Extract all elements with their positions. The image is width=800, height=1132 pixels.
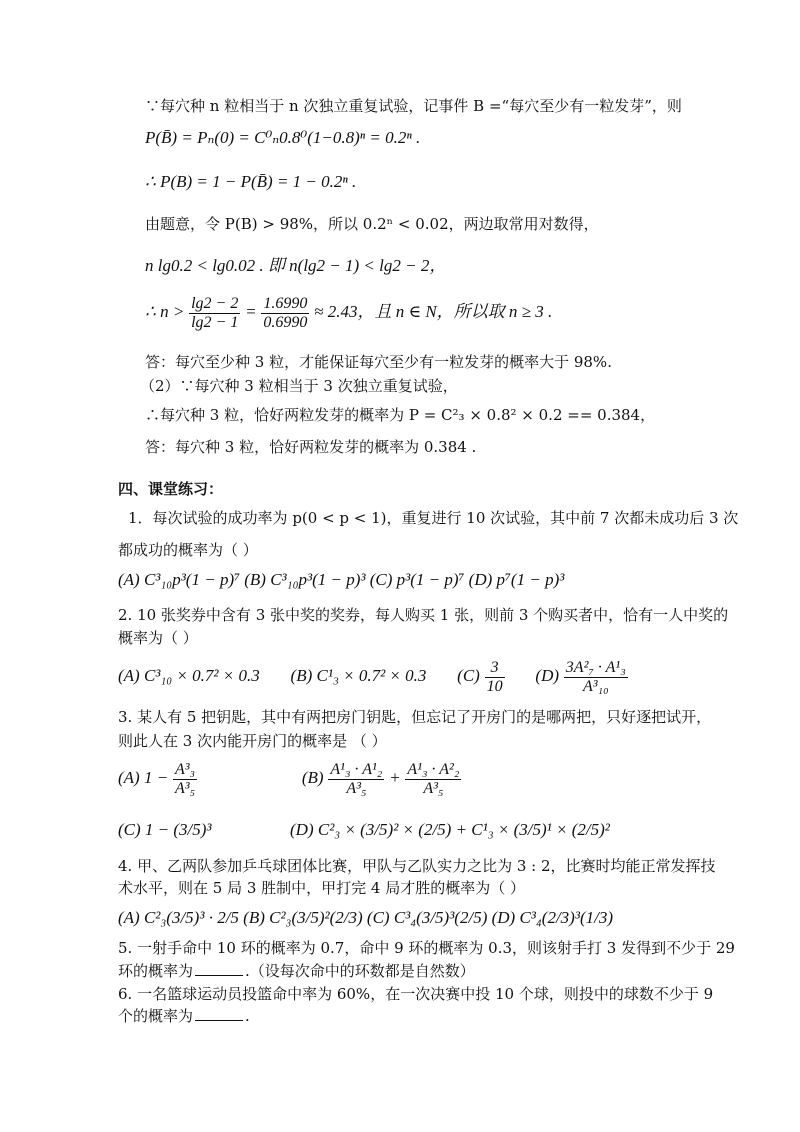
q6-line-2: [118, 1006, 250, 1026]
fraction-numerator: 3A²₇ · A¹₃: [565, 658, 626, 676]
q3-line-2: 则此人在 3 次内能开房门的概率是 （ ）: [118, 732, 387, 750]
q2-line-1: 2. 10 张奖券中含有 3 张中奖的奖券，每人购买 1 张，则前 3 个购买者中，恰有一人中奖的: [118, 606, 729, 624]
q2-option-c-fraction: [485, 659, 505, 696]
fraction-denominator: 10: [486, 677, 503, 695]
fraction-numerator: A³₃: [174, 760, 196, 778]
solution-line-1: ∵每穴种 n 粒相当于 n 次独立重复试验，记事件 B =“每穴至少有一粒发芽”，则: [145, 97, 682, 115]
q3-option-d: (D) C²₃ × (3/5)² × (2/5) + C¹₃ × (3/5)¹ × (2/5)²: [290, 820, 610, 839]
q6-line-1: 6. 一名篮球运动员投篮命中率为 60%，在一次决赛中投 10 个球，则投中的球数不少于 9: [118, 985, 714, 1003]
q1-line-1: 1．每次试验的成功率为 p(0 < p < 1)，重复进行 10 次试验，其中前 7 次都未成功后 3 次: [128, 509, 739, 527]
q2-line-2: 概率为（ ）: [118, 629, 198, 647]
q4-line-2: 术水平，则在 5 局 3 胜制中，甲打完 4 局才胜的概率为（ ）: [118, 879, 526, 897]
q5-line-2-post: .（设每次命中的环数都是自然数）: [245, 962, 475, 980]
fraction-denominator: 0.6990: [263, 313, 308, 331]
fraction-lg: [189, 295, 240, 332]
answer-blank[interactable]: [195, 1020, 243, 1021]
fraction-numerator: A¹₃ · A²₂: [407, 760, 460, 778]
q1-options: (A) C³₁₀p³(1 − p)⁷ (B) C³₁₀p³(1 − p)³ (C) p³(1 − p)⁷ (D) p⁷(1 − p)³: [118, 570, 565, 589]
q3-option-b-fraction-2: [405, 761, 461, 798]
section-title: 四、课堂练习：: [118, 480, 224, 498]
fraction-denominator: A³₅: [346, 779, 367, 797]
q4-line-1: 4. 甲、乙两队参加乒乓球团体比赛，甲队与乙队实力之比为 3 : 2，比赛时均能正常发挥技: [118, 857, 716, 875]
line6-suffix: ≈ 2.43，且 n ∈ N，所以取 n ≥ 3 .: [314, 302, 553, 321]
q2-option-b: (B) C¹₃ × 0.7² × 0.3: [290, 666, 427, 685]
part-2-line-2: ∴每穴种 3 粒，恰好两粒发芽的概率为 P = C²₃ × 0.8² × 0.2 == 0.384，: [145, 406, 656, 424]
q3-option-b-fraction-1: [328, 761, 384, 798]
q2-option-d-fraction: [564, 659, 628, 696]
q1-line-2: 都成功的概率为（ ）: [118, 541, 258, 559]
q6-line-2-post: .: [245, 1007, 250, 1025]
fraction-numerator: 1.6990: [263, 294, 308, 312]
fraction-numerator: lg2 − 2: [191, 294, 239, 312]
q6-line-2-pre: 个的概率为: [118, 1007, 194, 1025]
plus-sign: +: [389, 768, 401, 787]
equals-sign: =: [245, 302, 257, 321]
q5-line-2: [118, 961, 475, 981]
answer-blank[interactable]: [195, 975, 243, 976]
fraction-numerator: A¹₃ · A¹₂: [330, 760, 383, 778]
q2-option-d-label: (D): [535, 666, 560, 685]
solution-line-3: ∴ P(B) = 1 − P(B̄) = 1 − 0.2ⁿ .: [145, 172, 357, 191]
solution-line-6: [145, 292, 552, 332]
q3-option-a-fraction: [173, 761, 197, 798]
q3-options-ab: [118, 758, 461, 798]
solution-line-4: 由题意，令 P(B) > 98%，所以 0.2ⁿ < 0.02，两边取常用对数得，: [145, 215, 599, 233]
fraction-denominator: A³₅: [174, 779, 196, 797]
solution-line-2: P(B̄) = Pₙ(0) = C⁰ₙ0.8⁰(1−0.8)ⁿ = 0.2ⁿ .: [145, 128, 421, 147]
solution-line-5: n lg0.2 < lg0.02 . 即 n(lg2 − 1) < lg2 − 2，: [145, 256, 447, 275]
answer-2: 答：每穴种 3 粒，恰好两粒发芽的概率为 0.384 .: [145, 438, 477, 456]
q4-options: (A) C²₃(3/5)³ · 2/5 (B) C²₃(3/5)²(2/3) (C) C³₄(3/5)³(2/5) (D) C³₄(2/3)³(1/3): [118, 908, 613, 927]
q5-line-2-pre: 环的概率为: [118, 962, 194, 980]
q2-option-c-label: (C): [457, 666, 480, 685]
q2-option-a: (A) C³₁₀ × 0.7² × 0.3: [118, 666, 260, 685]
q2-options: [118, 656, 628, 696]
q3-option-a-label: (A) 1 −: [118, 768, 169, 787]
line6-prefix: ∴ n >: [145, 302, 185, 321]
fraction-denominator: A³₅: [423, 779, 444, 797]
q3-line-1: 3. 某人有 5 把钥匙，其中有两把房门钥匙，但忘记了开房门的是哪两把，只好逐把试开，: [118, 708, 712, 726]
answer-1: 答：每穴至少种 3 粒，才能保证每穴至少有一粒发芽的概率大于 98%.: [145, 353, 612, 371]
q3-option-b-label: (B): [301, 768, 324, 787]
fraction-numerator: 3: [485, 659, 505, 678]
q3-option-c: (C) 1 − (3/5)³: [118, 820, 212, 839]
part-2-line-1: （2）∵每穴种 3 粒相当于 3 次独立重复试验，: [140, 377, 458, 395]
fraction-decimal: [261, 295, 309, 332]
q5-line-1: 5. 一射手命中 10 环的概率为 0.7，命中 9 环的概率为 0.3，则该射手打 3 发得到不少于 29: [118, 939, 735, 957]
fraction-denominator: A³₁₀: [582, 677, 609, 695]
fraction-denominator: lg2 − 1: [191, 313, 239, 331]
